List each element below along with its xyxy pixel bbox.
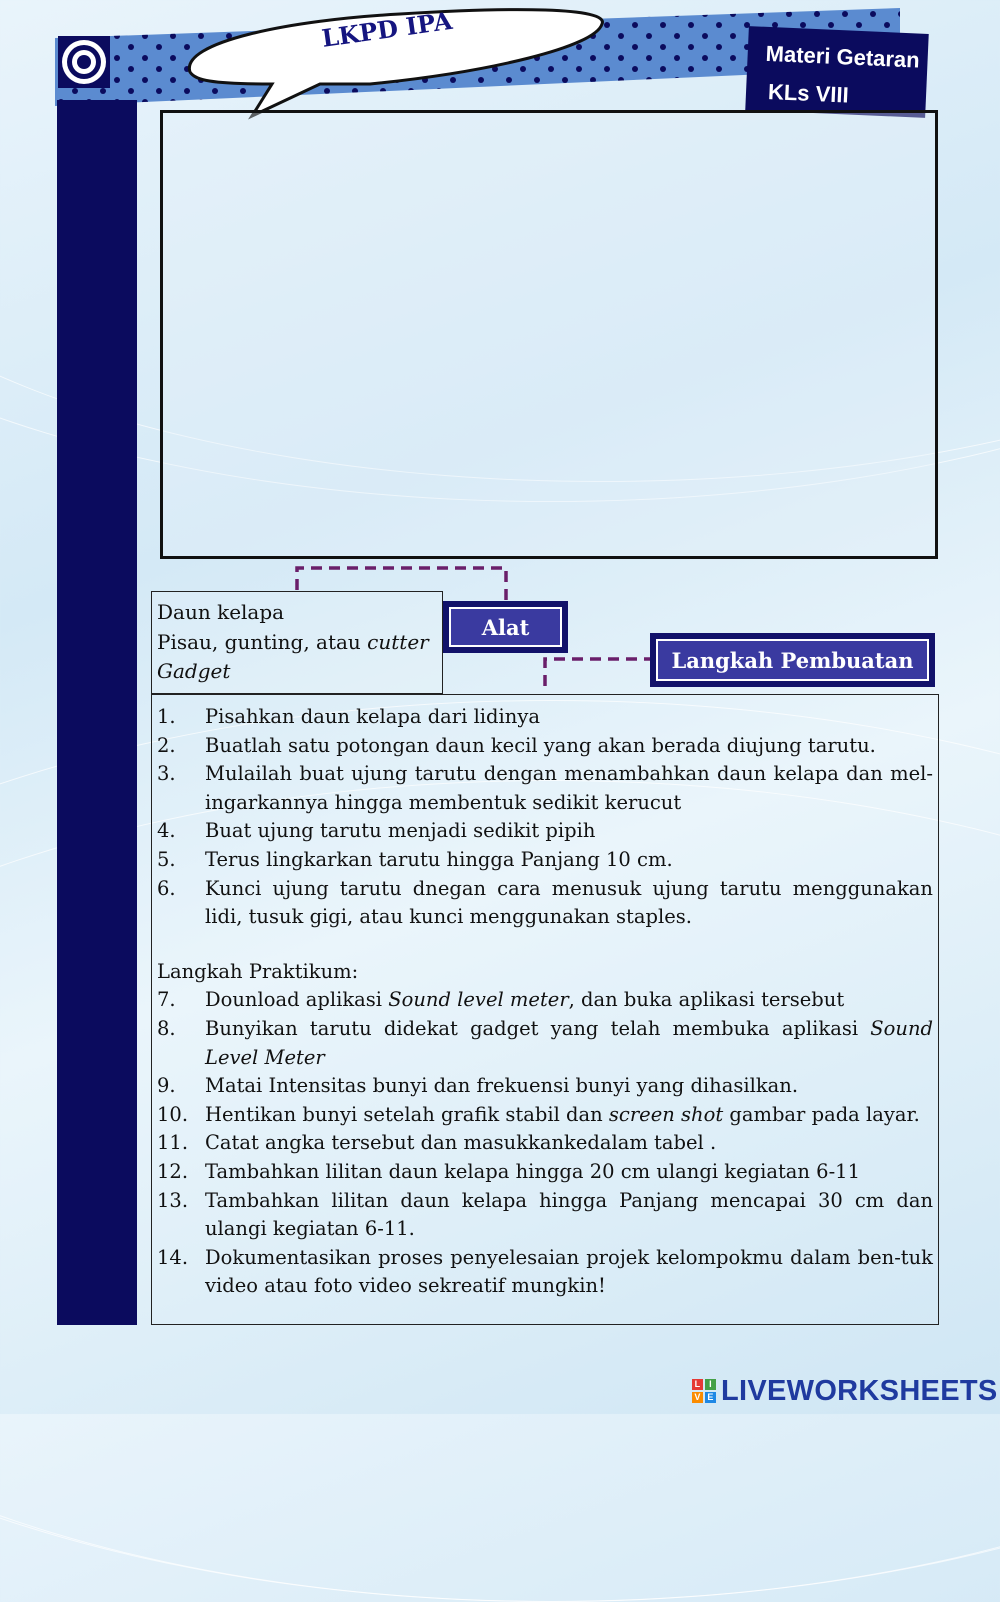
list-item: 12. Tambahkan lilitan daun kelapa hingga 20 cm ulangi kegiatan 6-11	[157, 1159, 860, 1183]
liveworksheets-logo[interactable]	[692, 1374, 998, 1408]
topic-badge	[745, 26, 928, 118]
alat-label-text: Alat	[449, 607, 562, 647]
list-item: 1. Pisahkan daun kelapa dari lidinya	[157, 705, 540, 728]
langkah-pembuatan-label	[650, 633, 935, 687]
list-item: 3. Mulailah buat ujung tarutu dengan menambahkan daun kelapa dan mel-ingarkannya hingga membentuk sedikit kerucut	[157, 762, 933, 814]
list-item: 8. Bunyikan tarutu didekat gadget yang telah membuka aplikasi Sound Level Meter	[157, 1016, 933, 1069]
list-item: 6. Kunci ujung tarutu dnegan cara menusuk ujung tarutu menggunakan lidi, tusuk gigi, atau kunci menggunakan staples.	[157, 876, 933, 929]
image-frame	[160, 110, 938, 559]
topic-title: Materi Getaran	[765, 40, 921, 73]
list-item: 14. Dokumentasikan proses penyelesaian projek kelompokmu dalam ben-tuk video atau foto video sekreatif mungkin!	[157, 1245, 933, 1298]
steps-list	[151, 694, 939, 1325]
list-item: 9. Matai Intensitas bunyi dan frekuensi bunyi yang dihasilkan.	[157, 1074, 799, 1098]
list-item: 7. Dounload aplikasi Sound level meter, dan buka aplikasi tersebut	[157, 988, 845, 1012]
langkah-label-text: Langkah Pembuatan	[656, 639, 929, 681]
left-sidebar-bar	[57, 100, 137, 1325]
list-item: Pisau, gunting, atau cutter	[157, 629, 429, 654]
list-item: 11. Catat angka tersebut dan masukkankedalam tabel .	[157, 1131, 717, 1155]
list-item: 5. Terus lingkarkan tarutu hingga Panjang 10 cm.	[157, 847, 673, 871]
list-item: Gadget	[157, 659, 231, 683]
list-item: 13. Tambahkan lilitan daun kelapa hingga Panjang mencapai 30 cm dan ulangi kegiatan 6-11.	[157, 1188, 933, 1241]
target-icon	[58, 36, 110, 88]
page-title: LKPD IPA	[319, 5, 454, 53]
list-item: Daun kelapa	[157, 600, 285, 624]
praktikum-heading: Langkah Praktikum:	[157, 959, 359, 983]
list-item: 10. Hentikan bunyi setelah grafik stabil dan screen shot gambar pada layar.	[157, 1102, 920, 1126]
alat-label	[443, 601, 568, 653]
list-item: 4. Buat ujung tarutu menjadi sedikit pipih	[157, 819, 596, 843]
class-label: KLs VIII	[767, 79, 850, 108]
list-item: 2. Buatlah satu potongan daun kecil yang akan berada diujung tarutu.	[157, 733, 876, 757]
brand-name: LIVEWORKSHEETS	[721, 1374, 998, 1407]
liveworksheets-icon: L I V E	[692, 1379, 716, 1403]
materials-list	[151, 591, 443, 694]
